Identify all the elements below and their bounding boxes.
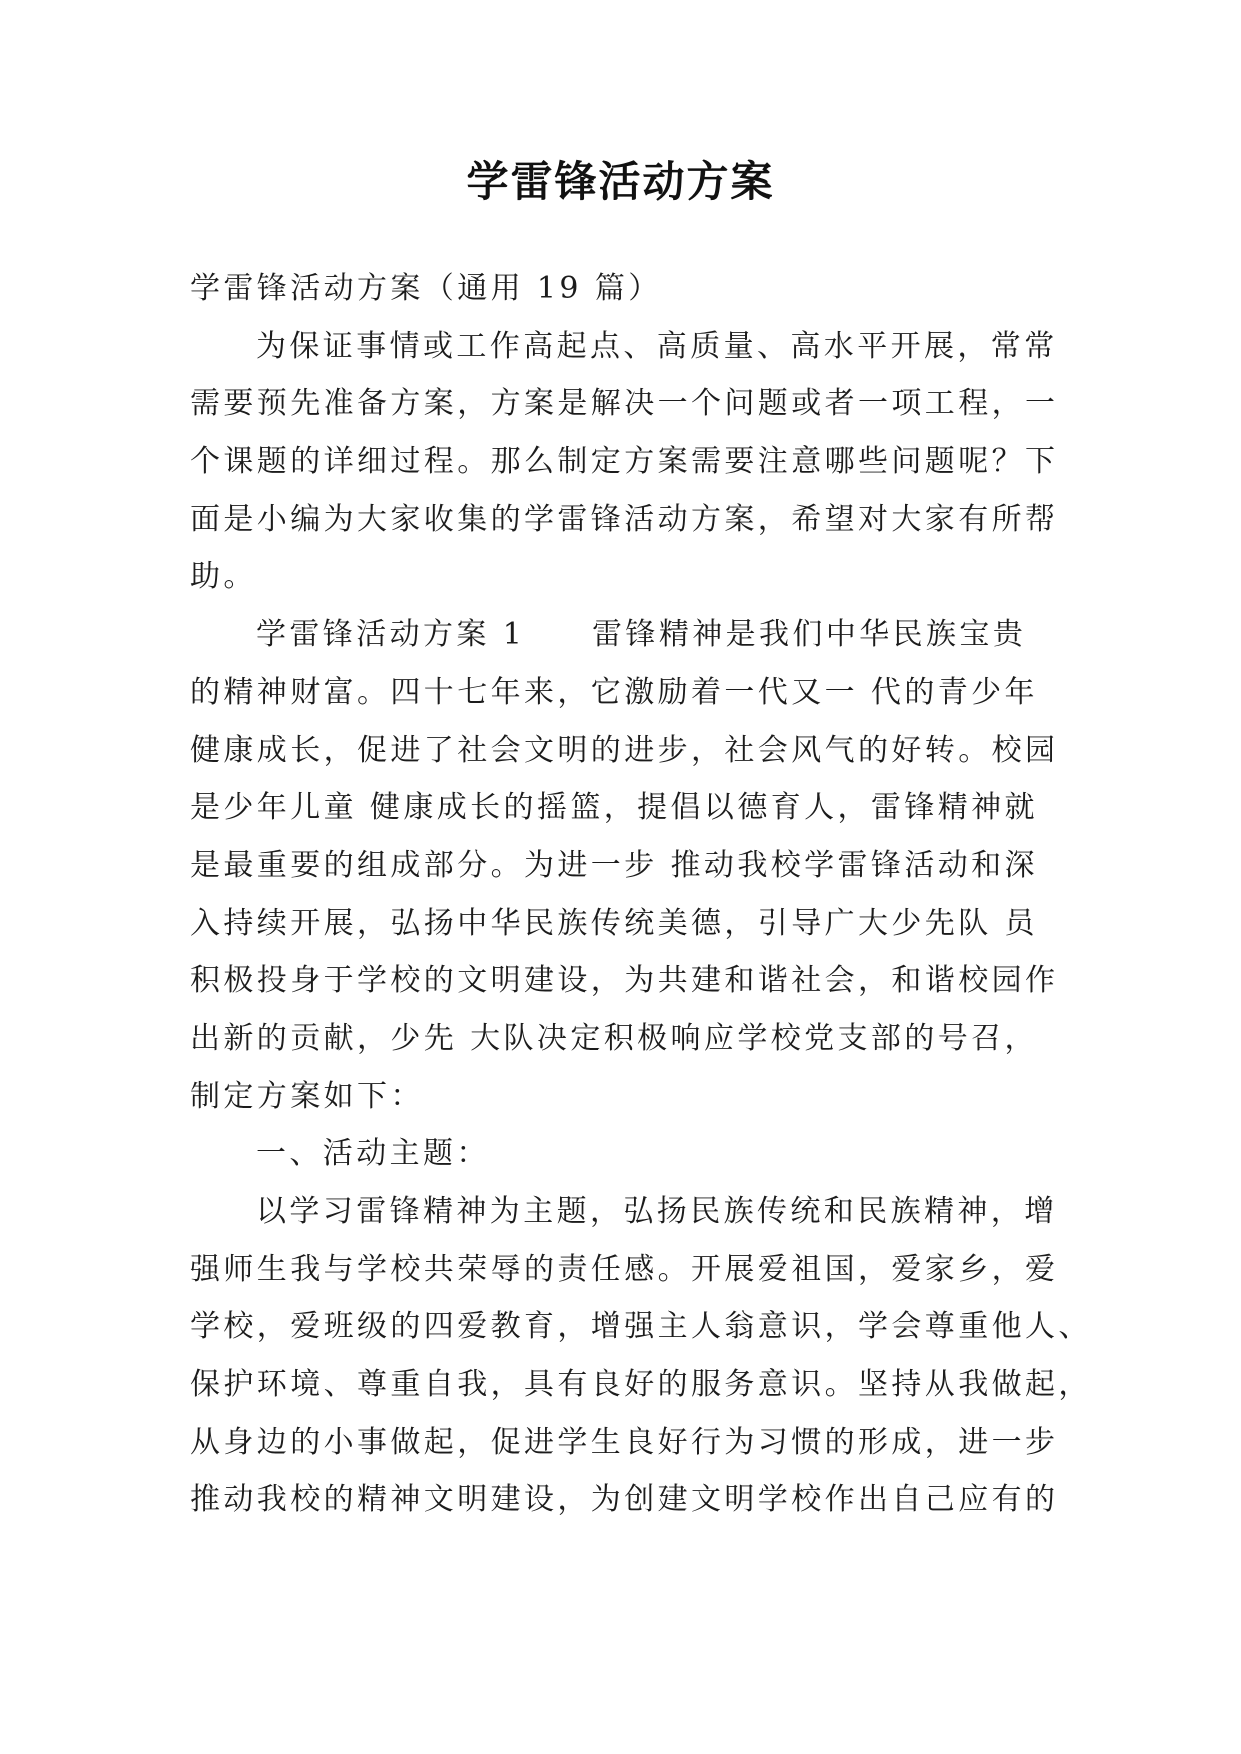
text-line: 是少年儿童 健康成长的摇篮，提倡以德育人，雷锋精神就: [190, 790, 1038, 826]
document-body: [190, 260, 1092, 1529]
text-line: 制定方案如下：: [190, 1078, 424, 1114]
text-line: 一、活动主题：: [256, 1136, 490, 1172]
text-line: 从身边的小事做起，促进学生良好行为习惯的形成，进一步: [190, 1424, 1059, 1460]
text-line: 需要预先准备方案，方案是解决一个问题或者一项工程，一: [190, 386, 1059, 422]
paragraph-intro: [190, 318, 1059, 606]
section-heading-activity-theme: [190, 1125, 1052, 1183]
text-line: 是最重要的组成部分。为进一步 推动我校学雷锋活动和深: [190, 847, 1038, 883]
text-line: 入持续开展，弘扬中华民族传统美德，引导广大少先队 员: [190, 905, 1038, 941]
document-subtitle: [190, 260, 1052, 318]
paragraph-activity-theme: [190, 1183, 1092, 1529]
paragraph-plan-1: [190, 606, 1059, 1125]
text-line: 积极投身于学校的文明建设，为共建和谐社会，和谐校园作: [190, 963, 1059, 999]
text-line: 强师生我与学校共荣辱的责任感。开展爱祖国，爱家乡，爱: [190, 1251, 1059, 1287]
text-line: 以学习雷锋精神为主题，弘扬民族传统和民族精神，增: [256, 1194, 1058, 1229]
text-line: 推动我校的精神文明建设，为创建文明学校作出自己应有的: [190, 1482, 1059, 1518]
text-line: 助。: [190, 559, 257, 595]
text-line: 个课题的详细过程。那么制定方案需要注意哪些问题呢？下: [190, 444, 1059, 480]
text-line: 的精神财富。四十七年来，它激励着一代又一 代的青少年: [190, 674, 1038, 710]
document-title: 学雷锋活动方案: [466, 157, 775, 206]
text-line: 出新的贡献，少先 大队决定积极响应学校党支部的号召，: [190, 1020, 1038, 1056]
text-line: 保护环境、尊重自我，具有良好的服务意识。坚持从我做起，: [190, 1367, 1092, 1403]
text-line: 面是小编为大家收集的学雷锋活动方案，希望对大家有所帮: [190, 501, 1059, 537]
text-line: 学雷锋活动方案（通用 19 篇）: [190, 271, 662, 306]
text-line: 学雷锋活动方案 1 雷锋精神是我们中华民族宝贵: [256, 617, 1027, 653]
text-line: 为保证事情或工作高起点、高质量、高水平开展，常常: [256, 328, 1058, 364]
text-line: 健康成长，促进了社会文明的进步，社会风气的好转。校园: [190, 732, 1059, 768]
text-line: 学校，爱班级的四爱教育，增强主人翁意识，学会尊重他人、: [190, 1309, 1092, 1345]
